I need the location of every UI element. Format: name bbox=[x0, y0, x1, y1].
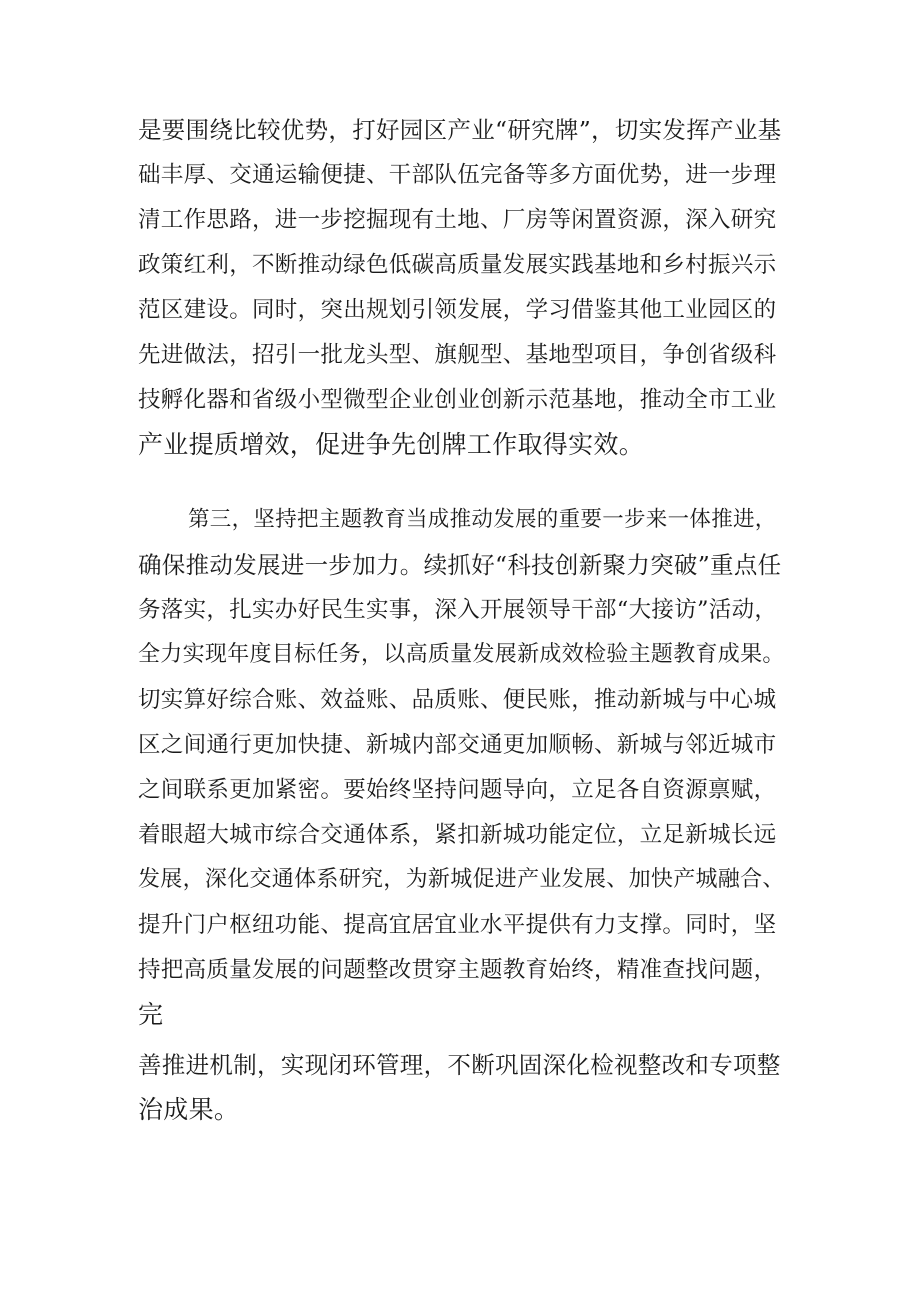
paragraph-2-line: 确保推动发展进一步加力。续抓好“科技创新聚力突破”重点任 bbox=[138, 551, 782, 579]
paragraph-2-line: 发展，深化交通体系研究，为新城促进产业发展、加快产城融合、 bbox=[138, 867, 785, 892]
paragraph-2-line: 全力实现年度目标任务，以高质量发展新成效检验主题教育成果。 bbox=[138, 642, 785, 667]
paragraph-1-line: 是要围绕比较优势，打好园区产业“研究牌”，切实发挥产业基 bbox=[138, 116, 782, 144]
paragraph-2-line: 之间联系更加紧密。要始终坚持问题导向，立足各自资源禀赋， bbox=[138, 777, 777, 803]
paragraph-1-line: 清工作思路，进一步挖掘现有土地、厂房等闲置资源，深入研究 bbox=[138, 207, 777, 233]
paragraph-2-line: 着眼超大城市综合交通体系，紧扣新城功能定位，立足新城长远 bbox=[138, 822, 777, 848]
paragraph-1-line: 技孵化器和省级小型微型企业创业创新示范基地，推动全市工业 bbox=[138, 387, 777, 413]
paragraph-1-line: 础丰厚、交通运输便捷、干部队伍完备等多方面优势，进一步理 bbox=[138, 162, 777, 188]
paragraph-2-line: 务落实，扎实办好民生实事，深入开展领导干部“大接访”活动， bbox=[138, 597, 778, 623]
paragraph-2-line: 持把高质量发展的问题整改贯穿主题教育始终，精准查找问题， bbox=[138, 957, 777, 983]
paragraph-1-line: 范区建设。同时，突出规划引领发展，学习借鉴其他工业园区的 bbox=[138, 297, 777, 323]
paragraph-2-line: 完 bbox=[138, 1000, 164, 1029]
paragraph-1-line: 产业提质增效，促进争先创牌工作取得实效。 bbox=[138, 430, 645, 459]
paragraph-1-line: 政策红利，不断推动绿色低碳高质量发展实践基地和乡村振兴示 bbox=[138, 252, 777, 278]
paragraph-2-line: 区之间通行更加快捷、新城内部交通更加顺畅、新城与邻近城市 bbox=[138, 732, 777, 758]
paragraph-2-line: 切实算好综合账、效益账、品质账、便民账，推动新城与中心城 bbox=[138, 687, 777, 713]
paragraph-2-line: 第三，坚持把主题教育当成推动发展的重要一步来一体推进， bbox=[188, 507, 777, 532]
paragraph-2-line: 治成果。 bbox=[138, 1095, 240, 1124]
paragraph-1-line: 先进做法，招引一批龙头型、旗舰型、基地型项目，争创省级科 bbox=[138, 342, 777, 368]
paragraph-2-line: 善推进机制，实现闭环管理，不断巩固深化检视整改和专项整 bbox=[138, 1051, 781, 1079]
paragraph-2-line: 提升门户枢纽功能、提高宜居宜业水平提供有力支撑。同时，坚 bbox=[138, 912, 777, 938]
